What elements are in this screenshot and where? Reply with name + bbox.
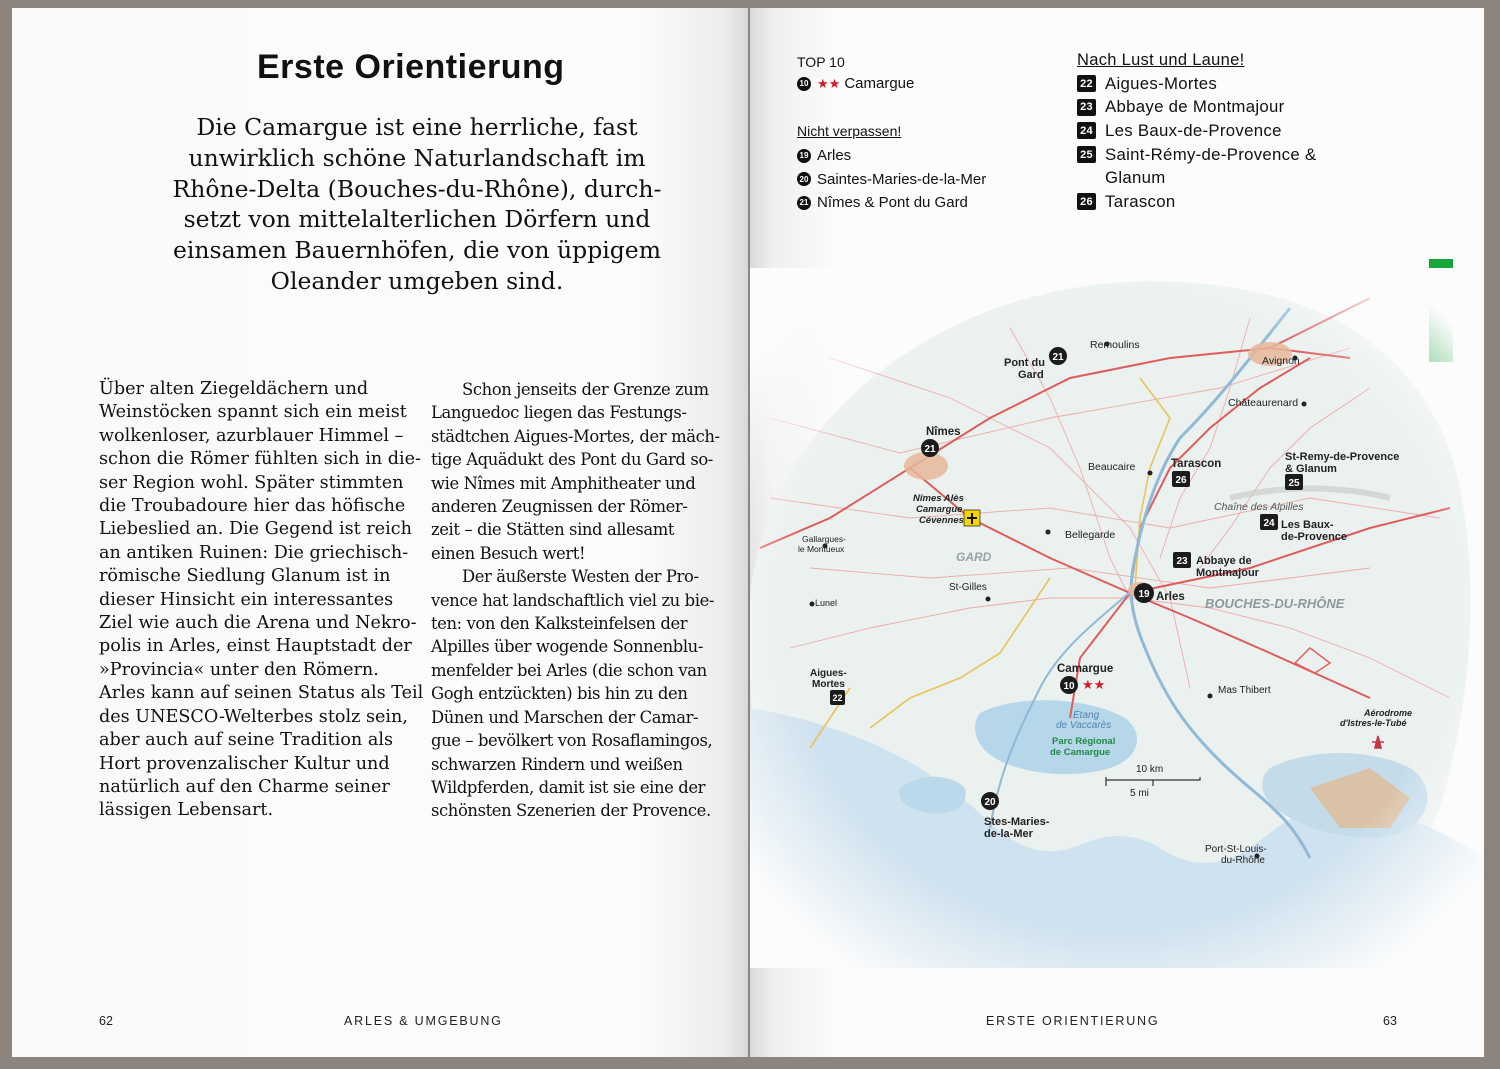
list-item[interactable]	[797, 191, 986, 215]
list-item[interactable]	[1077, 72, 1316, 96]
top10-list	[797, 72, 914, 96]
body-line: schwarzen Rindern und weißen	[431, 754, 683, 774]
body-line: römische Siedlung Glanum ist in	[99, 566, 391, 587]
body-line: aber auch auf seine Tradition als	[99, 730, 393, 751]
body-line: Languedoc liegen das Festungs-	[431, 403, 687, 423]
body-line: polis in Arles, einst Hauptstadt der	[99, 636, 412, 657]
list-item[interactable]	[797, 168, 986, 192]
list-item-label: Saint-Rémy-de-Provence &	[1105, 144, 1317, 164]
body-line: Dünen und Marschen der Camar-	[431, 707, 699, 727]
map-vignette	[750, 268, 1484, 968]
number-marker: 21	[797, 196, 811, 210]
list-item-label: Aigues-Mortes	[1105, 73, 1218, 93]
body-line: Liebeslied an. Die Gegend ist reich	[99, 519, 412, 540]
number-marker: 24	[1077, 122, 1096, 139]
body-line: die Troubadoure hier das höfische	[99, 496, 406, 517]
number-marker: 26	[1077, 193, 1096, 210]
body-line: Weinstöcken spannt sich ein meist	[99, 402, 407, 423]
body-line: tige Aquädukt des Pont du Gard so-	[431, 450, 713, 470]
body-line: schon die Römer fühlten sich in die-	[99, 449, 421, 470]
number-marker: 23	[1077, 99, 1096, 116]
body-line: ten: von den Kalksteinfelsen der	[431, 614, 688, 634]
list-item[interactable]	[1077, 143, 1316, 167]
list-item-label: Les Baux-de-Provence	[1105, 120, 1282, 140]
top10-label: TOP 10	[797, 54, 845, 70]
number-marker: 22	[1077, 75, 1096, 92]
body-line: Gogh entzückten) bis hin zu den	[431, 684, 688, 704]
body-line: »Provincia« unter den Römern.	[99, 659, 379, 680]
lead-line: Oleander umgeben sind.	[270, 266, 564, 295]
lead-line: Die Camargue ist eine herrliche, fast	[196, 113, 638, 141]
number-marker: 20	[797, 172, 811, 186]
list-item-label: Glanum	[1105, 168, 1166, 188]
body-line: Über alten Ziegeldächern und	[99, 379, 369, 399]
page-number: 62	[99, 1014, 113, 1028]
body-line: lässigen Lebensart.	[99, 800, 274, 821]
list-item-label: Arles	[817, 147, 852, 165]
body-line: wie Nîmes mit Amphitheater und	[431, 473, 696, 493]
lead-paragraph	[172, 112, 662, 297]
body-line: anderen Zeugnissen der Römer-	[431, 497, 688, 517]
star-rating-icon: ★★	[817, 75, 841, 91]
regional-map[interactable]	[750, 268, 1484, 968]
number-marker: 25	[1077, 146, 1096, 163]
lead-line: setzt von mittelalterlichen Dörfern und	[183, 205, 651, 234]
body-line: städtchen Aigues-Mortes, der mäch-	[431, 426, 720, 446]
body-line: Alpilles über wogende Sonnenblu-	[431, 637, 703, 657]
body-line: gue – bevölkert von Rosaflamingos,	[431, 731, 713, 751]
list-item[interactable]	[1077, 96, 1316, 120]
lead-line: einsamen Bauernhöfen, die von üppigem	[172, 236, 661, 265]
list-item[interactable]	[1077, 190, 1316, 214]
body-line: ser Region wohl. Später stimmten	[99, 472, 404, 493]
body-line: wolkenloser, azurblauer Himmel –	[99, 425, 404, 446]
page-title: Erste Orientierung	[257, 48, 565, 86]
list-item-label: Abbaye de Montmajour	[1105, 97, 1285, 117]
running-head: ARLES & UMGEBUNG	[344, 1014, 503, 1028]
body-line: Ziel wie auch die Arena und Nekro-	[99, 613, 417, 634]
list-item-label: Saintes-Maries-de-la-Mer	[817, 170, 987, 188]
number-marker: 19	[797, 149, 811, 163]
body-line: dieser Hinsicht ein interessantes	[99, 589, 394, 610]
body-column-2	[431, 378, 721, 823]
list-item-label: Camargue	[844, 75, 915, 93]
nicht-verpassen-label: Nicht verpassen!	[797, 123, 902, 139]
body-line: Wildpferden, damit ist sie eine der	[431, 777, 706, 797]
nicht-verpassen-list	[797, 144, 986, 215]
body-line: Schon jenseits der Grenze zum	[462, 380, 709, 399]
running-head: ERSTE ORIENTIERUNG	[986, 1014, 1160, 1028]
list-item[interactable]	[1077, 119, 1316, 143]
body-line: natürlich auf den Charme seiner	[99, 776, 390, 797]
list-item[interactable]	[797, 72, 914, 96]
page-number: 63	[1383, 1014, 1397, 1028]
list-item-label: Tarascon	[1105, 191, 1176, 211]
body-line: zeit – die Stätten sind allesamt	[431, 520, 675, 540]
body-line: einen Besuch wert!	[431, 543, 586, 563]
list-item-label: Nîmes & Pont du Gard	[817, 194, 968, 212]
body-line: schönsten Szenerien der Provence.	[431, 801, 711, 821]
body-line: Arles kann auf seinen Status als Teil	[99, 683, 424, 704]
body-line: menfelder bei Arles (die schon van	[431, 660, 707, 680]
body-column-1	[99, 378, 424, 823]
body-line: an antiken Ruinen: Die griechisch-	[99, 542, 409, 563]
body-line: Der äußerste Westen der Pro-	[462, 567, 699, 587]
lead-line: unwirklich schöne Naturlandschaft im	[188, 143, 646, 172]
lead-line: Rhône-Delta (Bouches-du-Rhône), durch-	[172, 174, 662, 203]
list-item[interactable]	[797, 144, 986, 168]
nach-lust-label: Nach Lust und Laune!	[1077, 51, 1245, 69]
nach-lust-list	[1077, 72, 1316, 214]
number-marker: 10	[797, 77, 811, 91]
left-page	[12, 8, 748, 1057]
body-line: des UNESCO-Welterbes stolz sein,	[99, 706, 408, 727]
body-line: Hort provenzalischer Kultur und	[99, 753, 390, 774]
list-item-continuation	[1077, 166, 1316, 190]
right-page	[750, 8, 1484, 1057]
body-line: vence hat landschaftlich viel zu bie-	[431, 590, 715, 610]
